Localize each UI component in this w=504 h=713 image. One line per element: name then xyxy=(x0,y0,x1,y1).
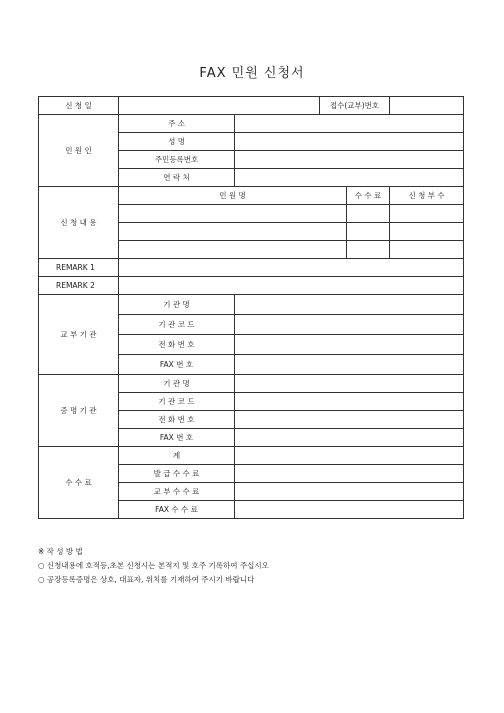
contact-label: 연 락 처 xyxy=(119,169,235,187)
application-form xyxy=(38,96,463,519)
fee-total-label: 계 xyxy=(119,447,235,465)
apply-date-field[interactable] xyxy=(119,97,320,115)
instruction-line-1: ○ 신청내용에 호적등,초본 신청시는 본적지 및 호주 기록하여 주십시오 xyxy=(38,561,269,570)
certifying-org-code-field[interactable] xyxy=(235,393,464,411)
application-table xyxy=(38,96,464,519)
content-label: 신 청 내 용 xyxy=(39,187,119,259)
certifying-phone-field[interactable] xyxy=(235,411,464,429)
issuing-org-name-field[interactable] xyxy=(235,295,464,315)
contact-field[interactable] xyxy=(235,169,464,187)
civil-name-field-2[interactable] xyxy=(119,223,347,241)
copies-field-3[interactable] xyxy=(390,241,464,259)
name-field[interactable] xyxy=(235,133,464,151)
civil-name-field-1[interactable] xyxy=(119,205,347,223)
fee-field-3[interactable] xyxy=(347,241,390,259)
civil-name-header: 민 원 명 xyxy=(119,187,347,205)
certifying-org-code-label: 기 관 코 드 xyxy=(119,393,235,411)
delivery-fee-label: 교 부 수 수 료 xyxy=(119,483,235,501)
certifying-org-name-field[interactable] xyxy=(235,375,464,393)
applicant-label: 민 원 인 xyxy=(39,115,119,187)
issuing-org-label: 교 부 기 관 xyxy=(39,295,119,375)
issuing-org-code-field[interactable] xyxy=(235,315,464,335)
fax-fee-label: FAX 수 수 료 xyxy=(119,501,235,519)
issue-fee-label: 발 급 수 수 료 xyxy=(119,465,235,483)
remark-1-label: REMARK 1 xyxy=(39,259,119,277)
name-label: 성 명 xyxy=(119,133,235,151)
instructions xyxy=(38,545,468,587)
remark-2-label: REMARK 2 xyxy=(39,277,119,295)
address-field[interactable] xyxy=(235,115,464,133)
receipt-no-label: 접수(교부)번호 xyxy=(320,97,390,115)
issuing-org-code-label: 기 관 코 드 xyxy=(119,315,235,335)
certifying-phone-label: 전 화 번 호 xyxy=(119,411,235,429)
fee-field-2[interactable] xyxy=(347,223,390,241)
certifying-fax-label: FAX 번 호 xyxy=(119,429,235,447)
apply-date-label: 신 청 일 xyxy=(39,97,119,115)
address-label: 주 소 xyxy=(119,115,235,133)
certifying-org-label: 증 명 기 관 xyxy=(39,375,119,447)
issuing-phone-label: 전 화 번 호 xyxy=(119,335,235,355)
certifying-org-name-label: 기 관 명 xyxy=(119,375,235,393)
issuing-fax-label: FAX 번 호 xyxy=(119,355,235,375)
issuing-phone-field[interactable] xyxy=(235,335,464,355)
certifying-fax-field[interactable] xyxy=(235,429,464,447)
copies-header: 신 청 부 수 xyxy=(390,187,464,205)
form-title: FAX 민원 신청서 xyxy=(199,66,305,81)
resident-no-label: 주민등록번호 xyxy=(119,151,235,169)
remark-1-field[interactable] xyxy=(119,259,464,277)
fee-field-1[interactable] xyxy=(347,205,390,223)
resident-no-field[interactable] xyxy=(235,151,464,169)
delivery-fee-field[interactable] xyxy=(235,483,464,501)
issuing-fax-field[interactable] xyxy=(235,355,464,375)
remark-2-field[interactable] xyxy=(119,277,464,295)
copies-field-2[interactable] xyxy=(390,223,464,241)
copies-field-1[interactable] xyxy=(390,205,464,223)
instructions-heading: ※ 작 성 방 법 xyxy=(38,547,83,556)
fee-total-field[interactable] xyxy=(235,447,464,465)
civil-name-field-3[interactable] xyxy=(119,241,347,259)
fees-label: 수 수 료 xyxy=(39,447,119,519)
instruction-line-2: ○ 공장등록증명은 상호, 대표자, 위치를 기재하여 주시기 바랍니다 xyxy=(38,575,255,584)
issuing-org-name-label: 기 관 명 xyxy=(119,295,235,315)
fax-fee-field[interactable] xyxy=(235,501,464,519)
fee-header: 수 수 료 xyxy=(347,187,390,205)
issue-fee-field[interactable] xyxy=(235,465,464,483)
receipt-no-field[interactable] xyxy=(390,97,464,115)
